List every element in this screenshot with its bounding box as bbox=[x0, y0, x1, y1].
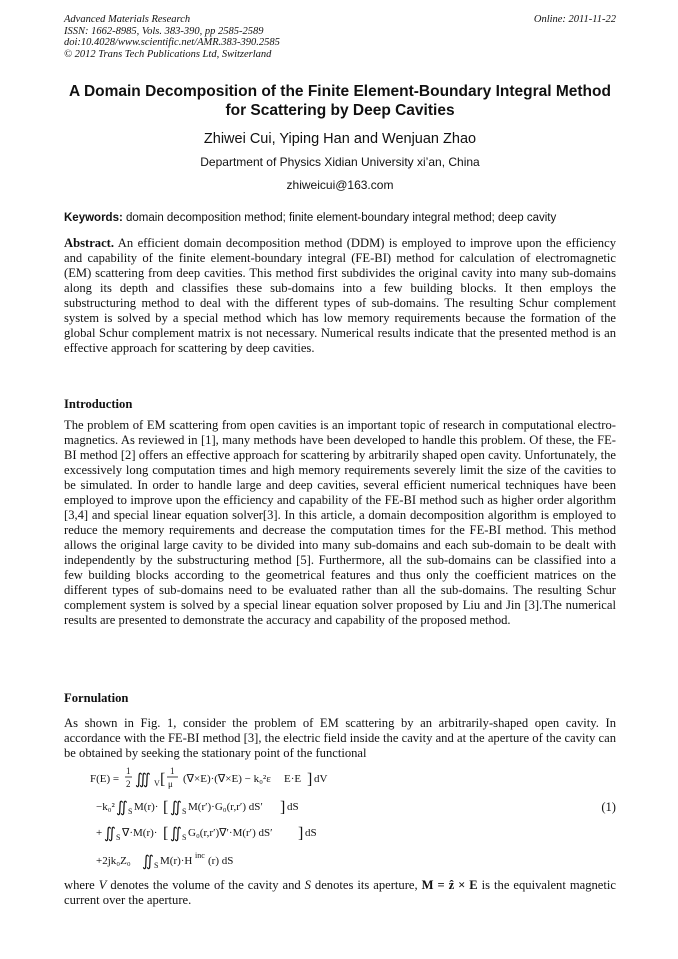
svg-text:dS: dS bbox=[287, 801, 299, 813]
svg-text:∬: ∬ bbox=[116, 800, 128, 816]
affiliation: Department of Physics Xidian University xi’an, China bbox=[200, 155, 480, 169]
svg-text:G₀(r,r′)∇′·M(r′) dS′: G₀(r,r′)∇′·M(r′) dS′ bbox=[188, 827, 273, 839]
svg-text:∬: ∬ bbox=[142, 854, 154, 870]
svg-text:∇·M(r)·: ∇·M(r)· bbox=[122, 827, 158, 839]
svg-text:M(r′)·G₀(r,r′) dS′: M(r′)·G₀(r,r′) dS′ bbox=[188, 801, 263, 813]
svg-text:+: + bbox=[96, 827, 103, 839]
svg-text:V: V bbox=[154, 779, 160, 788]
svg-text:∭: ∭ bbox=[135, 772, 151, 788]
header-meta bbox=[64, 14, 616, 60]
where-text-4: is the equivalent magnetic current over the aperture. bbox=[64, 878, 616, 907]
svg-text:∬: ∬ bbox=[170, 826, 182, 842]
where-text-1: where bbox=[64, 878, 99, 892]
abstract-text: An efficient domain decomposition method (DDM) is employed to improve upon the efficiency and capability of the finite element-boundary integral (FE-BI) method for calculation of electromagnetic (EM) scattering from deep cavities. This method first subdivides the original cavity into many sub-domains along its depth and classifies these sub-domains into a few building blocks. It then employs the substructuring method to deal with the different types of sub-domains. The resulting Schur complement system is solved by a special method which has low memory requirements because the formation of the global Schur complement matrix is not necessary. Numerical results indicate that the presented method is an effective approach for scattering by deep cavities. bbox=[64, 236, 616, 355]
functional-equation-graphic bbox=[90, 760, 350, 874]
keywords-text: domain decomposition method; finite element-boundary integral method; deep cavity bbox=[122, 212, 557, 224]
svg-text:−k₀²: −k₀² bbox=[96, 801, 115, 813]
svg-text:(r) dS: (r) dS bbox=[208, 855, 234, 867]
svg-text:∬: ∬ bbox=[104, 826, 116, 842]
svg-text:S: S bbox=[182, 833, 187, 842]
abstract-label: Abstract. bbox=[64, 236, 115, 250]
svg-text:S: S bbox=[154, 861, 159, 870]
svg-text:μ: μ bbox=[168, 779, 173, 789]
svg-text:S: S bbox=[182, 807, 187, 816]
svg-text:∬: ∬ bbox=[170, 800, 182, 816]
svg-text:+2jk₀Z₀: +2jk₀Z₀ bbox=[96, 855, 131, 867]
svg-text:]: ] bbox=[280, 799, 286, 816]
journal-name: Advanced Materials Research bbox=[64, 14, 191, 25]
doi: doi:10.4028/www.scientific.net/AMR.383-390.2585 bbox=[64, 37, 280, 48]
svg-text:dV: dV bbox=[314, 773, 328, 785]
keywords bbox=[64, 212, 616, 224]
online-date: Online: 2011-11-22 bbox=[533, 14, 616, 25]
authors: Zhiwei Cui, Yiping Han and Wenjuan Zhao bbox=[203, 131, 477, 147]
variable-v: V bbox=[98, 878, 107, 892]
svg-text:[: [ bbox=[163, 799, 169, 816]
svg-text:]: ] bbox=[307, 771, 313, 788]
svg-text:[: [ bbox=[160, 771, 166, 788]
variable-s: S bbox=[304, 878, 311, 892]
issn: ISSN: 1662-8985, Vols. 383-390, pp 2585-2589 bbox=[64, 25, 264, 37]
abstract bbox=[64, 236, 616, 356]
keywords-label: Keywords: bbox=[64, 212, 123, 224]
equation-1 bbox=[90, 760, 616, 874]
where-text-3: denotes its aperture, bbox=[310, 878, 422, 892]
svg-text:(∇×E)·(∇×E) − k₀²ε: (∇×E)·(∇×E) − k₀²ε bbox=[183, 773, 271, 785]
copyright: © 2012 Trans Tech Publications Ltd, Switzerland bbox=[64, 48, 272, 60]
svg-text:S: S bbox=[128, 807, 133, 816]
svg-text:]: ] bbox=[298, 825, 304, 842]
svg-text:F(E) =: F(E) = bbox=[90, 773, 120, 785]
svg-text:2: 2 bbox=[126, 779, 131, 789]
svg-text:M(r)·: M(r)· bbox=[134, 801, 159, 813]
section-heading-formulation: Fornulation bbox=[64, 691, 129, 705]
introduction-text: The problem of EM scattering from open cavities is an important topic of research in computational electro-magnetics. As reviewed in [1], many methods have been developed to handle this problem. Of these, the FE-BI method [2] offers an effective approach for scattering by arbitrarily shaped open cavity. Unfortunately, the excessively long computation times and high memory requirements severely limit the size of the cavities to be simulated. In order to handle large and deep cavities, several efficient numerical techniques have been employed to improve upon the efficiency and capability of the FE-BI method such as higher order algorithm [3,4] and special linear equation solver[3]. In this article, a domain decomposition algorithm is employed to reduce the memory requirements and decrease the computation times for the FE-BI method. This method allows the original large cavity to be divided into many sub-domains and each sub-domain to be dealt with independently by the substructuring method [5]. Furthermore, all the sub-domains can be classified into a few building blocks according to the geometrical features and thus only the coefficient matrices on the different types of sub-domains need to be evaluated rather than all the sub-domains. The resulting Schur complement system is solved by a special linear equation solver proposed by Liu and Jin [3].The numerical results are presented to demonstrate the accuracy and capability of the proposed method. bbox=[64, 418, 616, 627]
formulation-text: As shown in Fig. 1, consider the problem of EM scattering by an arbitrarily-shaped open cavity. In accordance with the FE-BI method [3], the electric field inside the cavity and at the aperture of the cavity can be obtained by seeking the stationary point of the functional bbox=[64, 716, 616, 760]
svg-text:S: S bbox=[116, 833, 121, 842]
svg-text:E·E: E·E bbox=[284, 773, 302, 785]
where-text bbox=[64, 878, 616, 908]
email: zhiweicui@163.com bbox=[286, 178, 394, 192]
svg-text:1: 1 bbox=[126, 766, 131, 776]
svg-text:inc: inc bbox=[195, 851, 205, 860]
magnetic-current-definition: M = ẑ × E bbox=[421, 878, 478, 892]
svg-text:dS: dS bbox=[305, 827, 317, 839]
equation-number: (1) bbox=[601, 800, 616, 814]
where-text-2: denotes the volume of the cavity and bbox=[106, 878, 305, 892]
svg-text:M(r)·H: M(r)·H bbox=[160, 855, 193, 867]
svg-text:1: 1 bbox=[170, 766, 175, 776]
paper-title: A Domain Decomposition of the Finite Element-Boundary Integral Method for Scattering by Deep Cavities bbox=[69, 83, 611, 119]
svg-text:[: [ bbox=[163, 825, 169, 842]
section-heading-introduction: Introduction bbox=[64, 397, 133, 411]
